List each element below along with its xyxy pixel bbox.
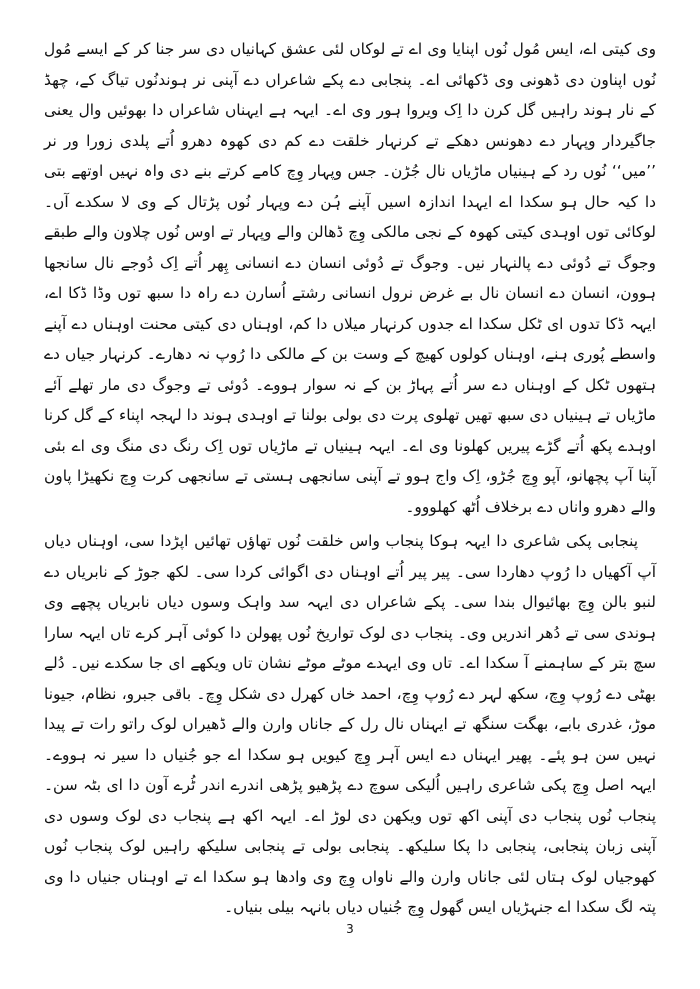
page-number: 3 [346,922,354,936]
document-body [44,34,656,923]
paragraph-2: پنجابی پکی شاعری دا ایہہ ہوکا پنجاب واس خلقت نُوں تھاؤں تھائیں اپڑدا سی، اوہناں دیاں آپ آکھیاں دا رُوپ دھاردا سی۔ پیر پیر اُتے اوہناں دی اگوائی کردا سی۔ لکھ جوڑ کے نابریاں دے لنبو بالن وِچ بھائیوال بندا سی۔ پکے شاعراں دی ایہہ سد واہک وسوں دیاں نابریاں پچھے وی ہوندی سی تے دُھر اندریں وی۔ پنجاب دی لوک تواریخ نُوں پھولن دا کوئی آہر کرے تاں ایہہ سارا سچ بتر کے ساہمنے آ سکدا اے۔ تاں وی ایہدے موٹے موٹے نشان تاں ویکھے ای جا سکدے نیں۔ دُلے بھٹی دے رُوپ وِچ، سکھ لہر دے رُوپ وِچ، احمد خاں کھرل دی شکل وِچ۔ باقی جبرو، نظام، جیونا موڑ، غدری بابے، بھگت سنگھ تے ایہناں نال رل کے جاناں وارن والے ڈھیراں لوک راتو رات تے پیدا نہیں سن ہو پئے۔ پھیر ایہناں دے ایس آہر وِچ کیویں ہو سکدا اے جو جُنیاں دا سیر نہ ہووے۔ ایہہ اصل وِچ پکی شاعری راہیں اُلیکی سوچ دے پڑھیو پڑھی اندرے اندر ٹُرے آون دا ای بٹہ سن۔ پنجاب نُوں پنجاب دی آپنی اکھ توں ویکھن دی لوڑ اے۔ ایہہ اکھ ہے پنجاب دی لوک وسوں دی آپنی زبان پنجابی، پنجابی دا پکا سلیکھ۔ پنجابی بولی تے پنجابی سلیکھ راہیں لوک پنجاب نُوں کھوجیاں لوک ہتاں لئی جاناں وارن والے ناواں وِچ وی وادھا ہو سکدا اے تے اوہناں جنیاں دا وی پتہ لگ سکدا اے جنہڑیاں ایس گھول وِچ جُنیاں دیاں بانہہ بیلی بنیاں۔ [44,532,656,916]
paragraph-1: وی کیتی اے، ایس مُول نُوں اپنایا وی اے تے لوکاں لئی عشق کہانیاں دی سر جنا کر کے ایسے مُول نُوں اپناون دی ڈھونی وی ڈکھائی اے۔ پنجابی دے پکے شاعراں دے آپنی نر ہوندنُوں تیاگ کے، چھڈ کے نار ہوند راہیں گل کرن دا اِک ویروا ہور وی اے۔ ایہہ ہے ایہناں شاعراں دا بھوئیں وال یعنی جاگیردار وپہار دے دھونس دھکے تے کرنہار خلقت دے کم دی کھوہ دھرو اُتے پلدی زورا ور نر ’’میں‘‘ نُوں رد کے ہینیاں ماڑیاں نال جُڑن۔ جس وپہار وِچ کامے کرتے بنے دی واہ نہیں اوتھے بتی دا کیہ حال ہو سکدا اے ایہدا اندازہ اسیں آپنے ہُن دے وپہار نُوں پڑتال کے وی لا سکدے آں۔ لوکائی توں اوہدی کیتی کھوہ کے نجی مالکی وِچ ڈھالن والے وپہار تے اوس نُوں چلاون والے طبقے وجوگ تے دُوئی دے پالنہار نیں۔ وجوگ تے دُوئی انسان دے انسانی پِھر اُتے اِک دُوجے نال سانجھا ہوون، انسان دے انسان نال بے غرض نرول انسانی رشتے اُسارن دے راہ دا سبھ توں وڈا ڈکا اے، ایہہ ڈکا تدوں ای ٹکل سکدا اے جدوں کرنہار میلاں دا کم، اوہناں دی کیتی محنت اوہناں دے آپنے واسطے پُوری ہنے، اوہناں کولوں کھیچ کے وست بن کے مالکی دا رُوپ نہ دھارے۔ کرنہار جیاں دے ہتھوں ٹکل کے اوہناں دے سر اُتے پہاڑ بن کے نہ سوار ہووے۔ دُوئی تے وجوگ دی مار تھلے آئے ماڑیاں تے ہینیاں دی سبھ تھیں تھلوی پرت دی بولی بولنا تے اوہدی ہوند دا لہجہ اپناء کے گل کرنا اوہدے پکھ اُتے گڑے پیریں کھلونا وی اے۔ ایہہ ہینیاں تے ماڑیاں توں اِک رنگ دی منگ وی اے بئی آپنا آپ پچھانو، آپو وِچ جُڑو، اِک واج ہوو تے آپنی سانجھی ہستی تے سانجھی کرت وِچ نکھیڑا پاون والے دھرو واناں دے برخلاف اُٹھ کھلووو۔ [44,40,656,516]
